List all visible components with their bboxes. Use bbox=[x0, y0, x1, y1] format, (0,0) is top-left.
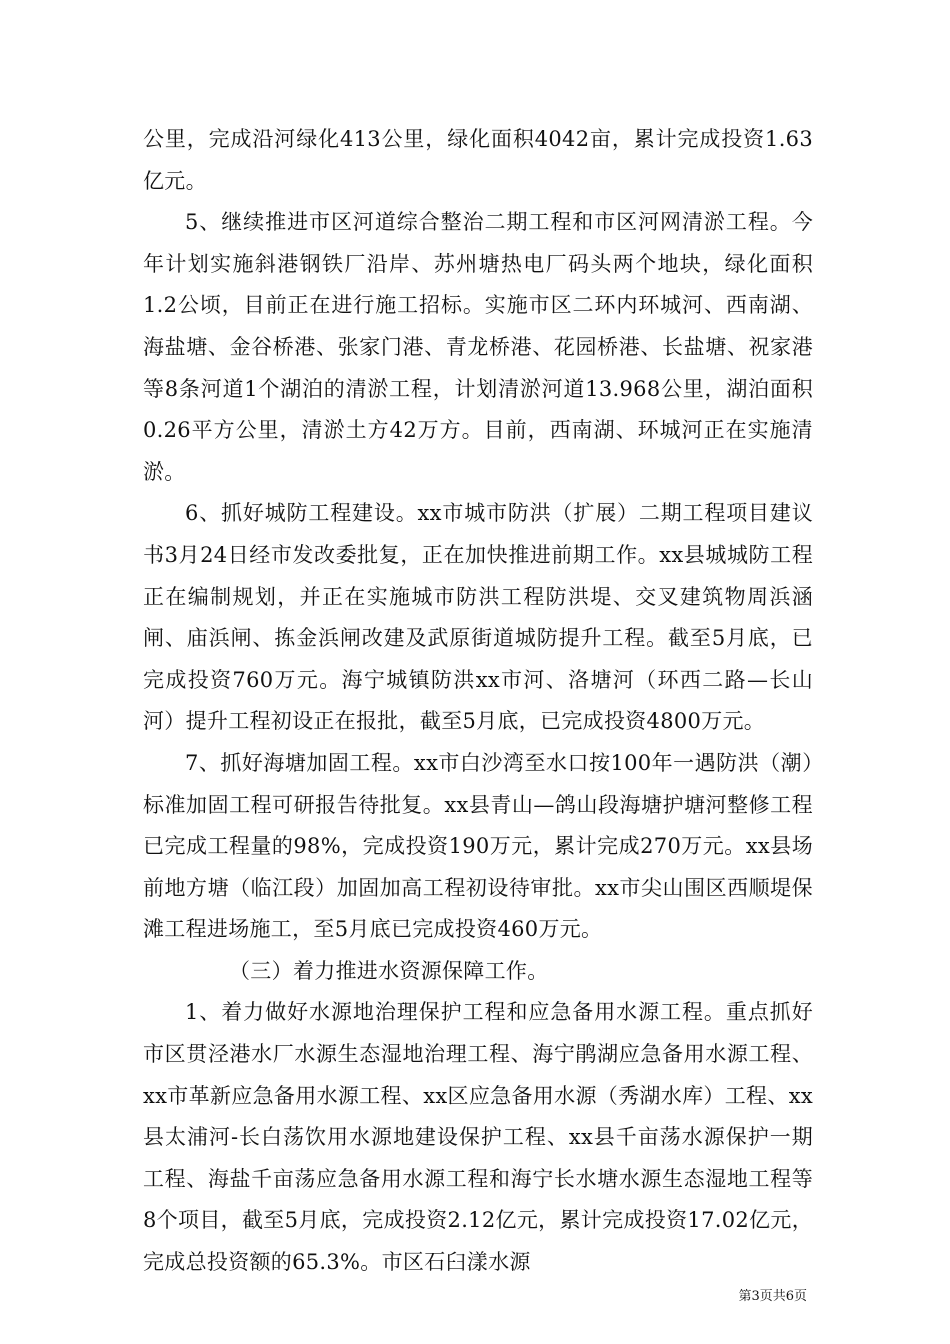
paragraph-continuation: 公里，完成沿河绿化413公里，绿化面积4042亩，累计完成投资1.63亿元。 bbox=[143, 127, 813, 193]
section-heading: （三）着力推进水资源保障工作。 bbox=[229, 958, 549, 983]
paragraph-item-5: 5、继续推进市区河道综合整治二期工程和市区河网清淤工程。今年计划实施斜港钢铁厂沿岸、苏州塘热电厂码头两个地块，绿化面积1.2公顷，目前正在进行施工招标。实施市区二环内环城河、西南湖、海盐塘、金谷桥港、张家门港、青龙桥港、花园桥港、长盐塘、祝家港等8条河道1个湖泊的清淤工程，计划清淤河道13.968公里，湖泊面积0.26平方公里，清淤土方42万方。目前，西南湖、环城河正在实施清淤。 bbox=[143, 210, 813, 484]
paragraph-item-6: 6、抓好城防工程建设。xx市城市防洪（扩展）二期工程项目建议书3月24日经市发改委批复，正在加快推进前期工作。xx县城城防工程正在编制规划，并正在实施城市防洪工程防洪堤、交叉建筑物周浜涵闸、庙浜闸、拣金浜闸改建及武原街道城防提升工程。截至5月底，已完成投资760万元。海宁城镇防洪xx市河、洛塘河（环西二路—长山河）提升工程初设正在报批，截至5月底，已完成投资4800万元。 bbox=[143, 501, 813, 734]
paragraph-item-1: 1、着力做好水源地治理保护工程和应急备用水源工程。重点抓好市区贯泾港水厂水源生态湿地治理工程、海宁鹃湖应急备用水源工程、xx市革新应急备用水源工程、xx区应急备用水源（秀湖水库）工程、xx县太浦河-长白荡饮用水源地建设保护工程、xx县千亩荡水源保护一期工程、海盐千亩荡应急备用水源工程和海宁长水塘水源生态湿地工程等8个项目，截至5月底，完成投资2.12亿元，累计完成投资17.02亿元，完成总投资额的65.3%。市区石臼漾水源 bbox=[143, 1000, 813, 1275]
page-number-footer: 第3页共6页 bbox=[738, 1289, 807, 1304]
paragraph-item-7: 7、抓好海塘加固工程。xx市白沙湾至水口按100年一遇防洪（潮）标准加固工程可研报告待批复。xx县青山—鸽山段海塘护塘河整修工程已完成工程量的98%，完成投资190万元，累计完成270万元。xx县场前地方塘（临江段）加固加高工程初设待审批。xx市尖山围区西顺堤保滩工程进场施工，至5月底已完成投资460万元。 bbox=[143, 750, 813, 942]
document-body bbox=[143, 119, 813, 1284]
